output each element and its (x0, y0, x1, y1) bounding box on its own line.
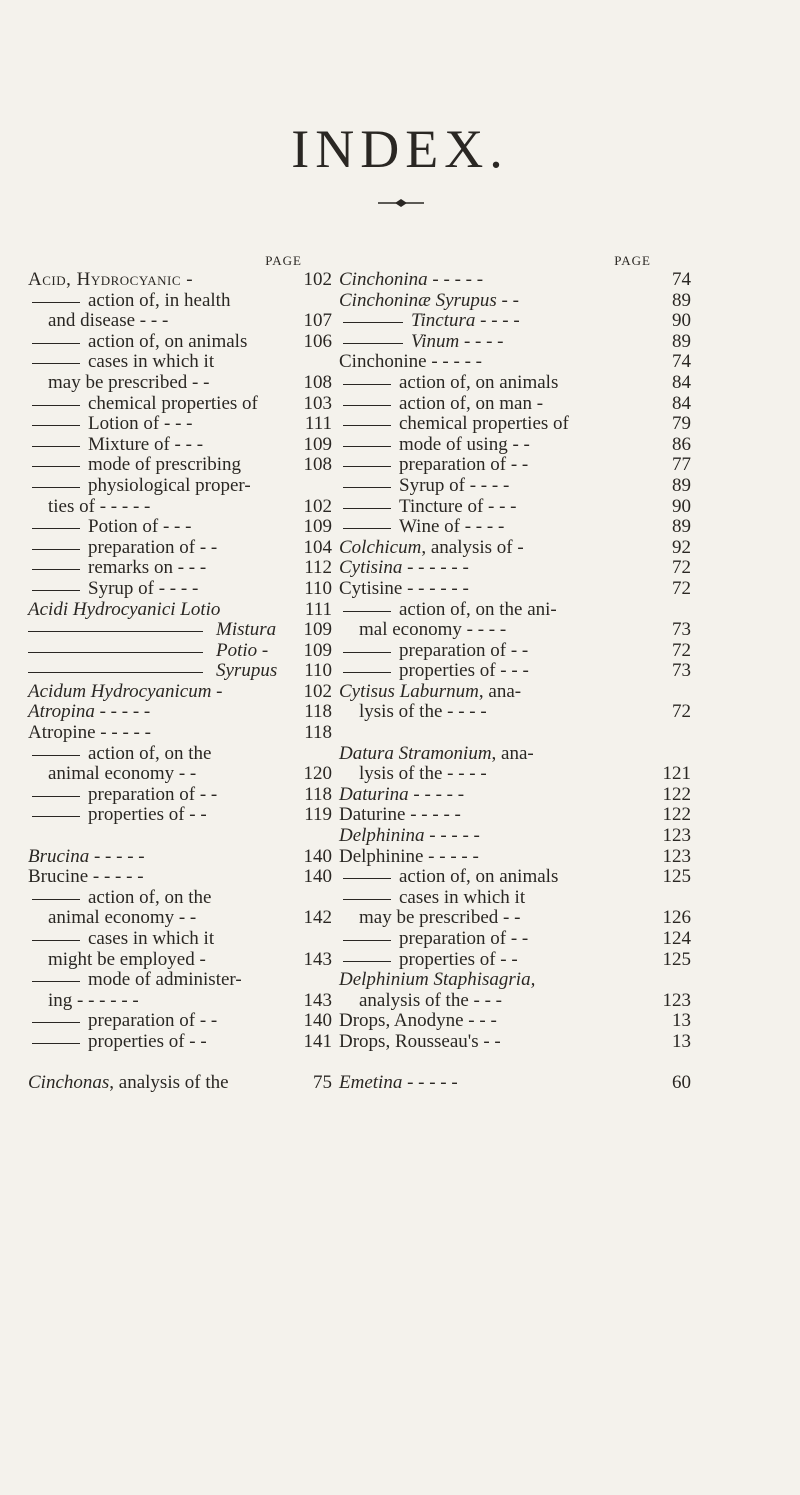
entry-page-number: 102 (303, 269, 332, 290)
entry-text: Delphinium Staphisagria, (339, 969, 536, 991)
index-entry (28, 867, 332, 888)
entry-page-number: 102 (303, 495, 332, 517)
entry-page-number: 72 (672, 701, 691, 723)
entry-page-number: 125 (662, 948, 691, 970)
index-entry (339, 311, 691, 332)
entry-text: Colchicum, analysis of - (339, 536, 524, 558)
column-header-page: PAGE (265, 253, 302, 268)
entry-text: Acid, Hydrocyanic - (28, 269, 194, 290)
index-entry (28, 600, 332, 621)
entry-text: properties of - - (88, 1030, 207, 1052)
entry-text: Cinchonina - - - - - (339, 269, 484, 290)
index-entry (28, 929, 332, 950)
entry-page-number: 141 (303, 1030, 332, 1052)
index-entry (28, 517, 332, 538)
entry-page-number: 122 (662, 804, 691, 826)
entry-text: analysis of the - - - (359, 989, 502, 1011)
entry-text: properties of - - - (399, 660, 529, 682)
entry-page-number: 77 (672, 454, 691, 476)
entry-page-number: 143 (303, 989, 332, 1011)
entry-page-number: 84 (672, 392, 691, 414)
ditto-rule (343, 672, 391, 673)
entry-page-number: 60 (672, 1072, 691, 1094)
entry-text: Potion of - - - (88, 516, 192, 538)
ditto-rule (32, 549, 80, 550)
entry-text: mode of using - - (399, 433, 530, 455)
index-entry (339, 497, 691, 518)
entry-page-number: 108 (303, 454, 332, 476)
index-entry (339, 970, 691, 991)
entry-text: may be prescribed - - (48, 371, 210, 393)
index-entry (339, 661, 691, 682)
entry-page-number: 72 (672, 557, 691, 579)
entry-text: animal economy - - (48, 763, 197, 785)
entry-page-number: 112 (304, 557, 332, 579)
index-entry (339, 414, 691, 435)
column-header-page: PAGE (614, 253, 651, 268)
index-entry (28, 476, 332, 497)
entry-gap (28, 826, 332, 847)
entry-page-number: 103 (303, 392, 332, 414)
index-entry (28, 538, 332, 559)
index-entry (28, 847, 332, 868)
entry-text: action of, on the (88, 742, 212, 764)
entry-text: lysis of the - - - - (359, 701, 487, 723)
ditto-rule (32, 528, 80, 529)
ditto-rule (28, 672, 203, 673)
entry-text: chemical properties of (88, 392, 258, 414)
index-entry (28, 888, 332, 909)
ditto-rule (32, 816, 80, 817)
index-entry (28, 455, 332, 476)
entry-text: preparation of - - (399, 454, 529, 476)
index-entry (339, 1032, 691, 1053)
index-entry (339, 476, 691, 497)
index-entry (339, 929, 691, 950)
entry-text: mal economy - - - - (359, 619, 507, 641)
entry-text: lysis of the - - - - (359, 763, 487, 785)
index-entry (28, 373, 332, 394)
index-entry (28, 332, 332, 353)
ditto-rule (32, 1022, 80, 1023)
index-entry (28, 558, 332, 579)
entry-page-number: 111 (304, 413, 332, 435)
index-entry (339, 950, 691, 971)
ditto-rule (32, 487, 80, 488)
ditto-rule (32, 466, 80, 467)
ditto-rule (32, 425, 80, 426)
entry-text: Drops, Anodyne - - - (339, 1010, 497, 1032)
entry-text: ing - - - - - - (48, 989, 139, 1011)
ditto-rule (32, 343, 80, 344)
index-entry (339, 888, 691, 909)
ditto-rule (32, 796, 80, 797)
entry-text: Tinctura - - - - (411, 310, 520, 332)
entry-page-number: 73 (672, 660, 691, 682)
entry-page-number: 140 (303, 1010, 332, 1032)
index-entry (339, 1011, 691, 1032)
entry-page-number: 106 (303, 330, 332, 352)
entry-page-number: 123 (662, 845, 691, 867)
index-entry (339, 847, 691, 868)
entry-text: Cytisine - - - - - - (339, 577, 469, 599)
index-entry (28, 291, 332, 312)
entry-gap (339, 1053, 691, 1074)
index-entry (28, 1032, 332, 1053)
entry-text: action of, on man - (399, 392, 544, 414)
ditto-rule (343, 425, 391, 426)
entry-page-number: 124 (662, 928, 691, 949)
entry-text: Daturina - - - - - (339, 783, 465, 805)
entry-text: Cinchonine - - - - - (339, 351, 482, 373)
entry-text: Mixture of - - - (88, 433, 204, 455)
index-entry (28, 682, 332, 703)
entry-text: Drops, Rousseau's - - (339, 1030, 501, 1052)
entry-text: Atropina - - - - - (28, 701, 151, 723)
index-entry (28, 970, 332, 991)
entry-page-number: 104 (303, 536, 332, 558)
index-entry (28, 579, 332, 600)
entry-page-number: 142 (303, 907, 332, 929)
entry-page-number: 118 (304, 783, 332, 805)
entry-page-number: 143 (303, 948, 332, 970)
ditto-rule (32, 446, 80, 447)
index-entry (28, 311, 332, 332)
entry-text: action of, on the ani- (399, 598, 557, 620)
index-entry (28, 723, 332, 744)
entry-text: action of, on animals (399, 371, 559, 393)
entry-text: may be prescribed - - (359, 907, 521, 929)
entry-page-number: 121 (662, 763, 691, 785)
index-entry (28, 435, 332, 456)
index-entry (339, 538, 691, 559)
index-entry (339, 785, 691, 806)
index-entry (339, 332, 691, 353)
ditto-rule (343, 899, 391, 900)
index-entry (339, 270, 691, 291)
entry-page-number: 122 (662, 783, 691, 805)
entry-text: chemical properties of (399, 413, 569, 435)
ditto-rule (32, 1043, 80, 1044)
index-entry (339, 702, 691, 723)
entry-page-number: 72 (672, 639, 691, 661)
entry-page-number: 109 (303, 516, 332, 538)
index-entry (339, 373, 691, 394)
entry-text: Potio - (216, 639, 269, 661)
index-entry (28, 908, 332, 929)
entry-text: mode of administer- (88, 969, 242, 991)
index-entry (28, 352, 332, 373)
entry-text: properties of - - (399, 948, 518, 970)
index-entry (339, 1073, 691, 1094)
ditto-rule (343, 652, 391, 653)
entry-text: Acidi Hydrocyanici Lotio (28, 598, 221, 620)
ditto-rule (343, 878, 391, 879)
entry-page-number: 140 (303, 845, 332, 867)
index-entry (28, 497, 332, 518)
index-entry (339, 435, 691, 456)
index-entry (339, 620, 691, 641)
ditto-rule (32, 755, 80, 756)
entry-text: Mistura (216, 619, 277, 641)
entry-page-number: 123 (662, 825, 691, 847)
entry-text: action of, in health (88, 289, 231, 311)
index-entry (339, 764, 691, 785)
ditto-rule (32, 569, 80, 570)
entry-text: preparation of - - (399, 639, 529, 661)
index-entry (28, 394, 332, 415)
entry-page-number: 108 (303, 371, 332, 393)
entry-page-number: 13 (672, 1030, 691, 1052)
index-entry (339, 517, 691, 538)
entry-text: cases in which it (88, 351, 215, 373)
entry-gap (339, 723, 691, 744)
entry-page-number: 92 (672, 536, 691, 558)
entry-page-number: 73 (672, 619, 691, 641)
ditto-rule (32, 940, 80, 941)
entry-text: Datura Stramonium, ana- (339, 742, 534, 764)
entry-text: Cytisina - - - - - - (339, 557, 469, 579)
entry-page-number: 119 (304, 804, 332, 826)
entry-text: Syrupus (216, 660, 278, 682)
entry-text: Vinum - - - - (411, 330, 504, 352)
entry-page-number: 126 (662, 907, 691, 929)
index-entry (28, 270, 332, 291)
index-entry (28, 764, 332, 785)
page-title: INDEX. (291, 119, 509, 179)
ditto-rule (343, 508, 391, 509)
index-entry (339, 744, 691, 765)
index-entry (339, 352, 691, 373)
entry-text: Delphinine - - - - - (339, 845, 479, 867)
entry-page-number: 125 (662, 866, 691, 888)
index-entry (339, 579, 691, 600)
entry-page-number: 89 (672, 474, 691, 496)
index-entry (339, 455, 691, 476)
entry-page-number: 109 (303, 619, 332, 641)
entry-page-number: 118 (304, 701, 332, 723)
entry-text: Tincture of - - - (399, 495, 517, 517)
entry-page-number: 111 (304, 598, 332, 620)
index-entry (339, 558, 691, 579)
index-entry (339, 291, 691, 312)
ditto-rule (343, 446, 391, 447)
entry-text: preparation of - - (88, 536, 218, 558)
entry-text: Cinchoninæ Syrupus - - (339, 289, 519, 311)
entry-text: Wine of - - - - (399, 516, 505, 538)
index-entry (28, 702, 332, 723)
ditto-rule (28, 631, 203, 632)
entry-page-number: 13 (672, 1010, 691, 1032)
entry-page-number: 109 (303, 433, 332, 455)
index-entry (339, 600, 691, 621)
ditto-rule (343, 487, 391, 488)
entry-text: preparation of - - (399, 928, 529, 949)
entry-text: Acidum Hydrocyanicum - (28, 680, 223, 702)
entry-text: Brucine - - - - - (28, 866, 144, 888)
entry-text: Cytisus Laburnum, ana- (339, 680, 522, 702)
index-entry (28, 1073, 332, 1094)
entry-page-number: 90 (672, 310, 691, 332)
entry-text: animal economy - - (48, 907, 197, 929)
entry-text: preparation of - - (88, 1010, 218, 1032)
entry-text: Delphinina - - - - - (339, 825, 480, 847)
ditto-rule (32, 899, 80, 900)
ditto-rule (32, 363, 80, 364)
index-entry (28, 414, 332, 435)
entry-page-number: 74 (672, 269, 691, 290)
entry-text: Emetina - - - - - (339, 1072, 458, 1094)
entry-page-number: 110 (304, 660, 332, 682)
index-entry (28, 744, 332, 765)
entry-text: and disease - - - (48, 310, 169, 332)
entry-page-number: 109 (303, 639, 332, 661)
index-entry (28, 620, 332, 641)
index-column-right (339, 252, 691, 1094)
index-entry (339, 908, 691, 929)
ditto-rule (343, 405, 391, 406)
index-entry (339, 805, 691, 826)
index-entry (28, 991, 332, 1012)
entry-text: physiological proper- (88, 474, 251, 496)
entry-gap (28, 1053, 332, 1074)
entry-text: action of, on animals (399, 866, 559, 888)
index-entry (28, 1011, 332, 1032)
index-entry (339, 826, 691, 847)
entry-page-number: 86 (672, 433, 691, 455)
index-column-left (28, 252, 332, 1094)
ditto-rule (32, 590, 80, 591)
entry-text: cases in which it (88, 928, 215, 949)
entry-text: Lotion of - - - (88, 413, 193, 435)
entry-text: mode of prescribing (88, 454, 242, 476)
index-entry (28, 661, 332, 682)
entry-text: cases in which it (399, 886, 526, 908)
entry-page-number: 107 (303, 310, 332, 332)
entry-text: properties of - - (88, 804, 207, 826)
entry-text: Daturine - - - - - (339, 804, 461, 826)
index-entry (339, 394, 691, 415)
ditto-rule (343, 384, 391, 385)
entry-page-number: 110 (304, 577, 332, 599)
index-entry (339, 991, 691, 1012)
ditto-rule (343, 940, 391, 941)
index-entry (339, 867, 691, 888)
entry-page-number: 90 (672, 495, 691, 517)
ditto-rule (32, 302, 80, 303)
entry-text: ties of - - - - - (48, 495, 151, 517)
entry-page-number: 89 (672, 330, 691, 352)
entry-text: might be employed - (48, 948, 206, 970)
entry-text: Syrup of - - - - (88, 577, 199, 599)
ditto-rule (343, 961, 391, 962)
entry-text: Syrup of - - - - (399, 474, 510, 496)
ditto-rule (343, 343, 403, 344)
entry-list (28, 270, 332, 1094)
index-entry (28, 805, 332, 826)
ditto-rule (28, 652, 203, 653)
ditto-rule (343, 528, 391, 529)
entry-text: remarks on - - - (88, 557, 207, 579)
ditto-rule (343, 322, 403, 323)
entry-text: Brucina - - - - - (28, 845, 145, 867)
entry-page-number: 123 (662, 989, 691, 1011)
entry-page-number: 72 (672, 577, 691, 599)
entry-page-number: 79 (672, 413, 691, 435)
index-entry (28, 785, 332, 806)
entry-page-number: 84 (672, 371, 691, 393)
entry-list (339, 270, 691, 1094)
entry-page-number: 120 (303, 763, 332, 785)
entry-page-number: 89 (672, 289, 691, 311)
entry-text: Cinchonas, analysis of the (28, 1072, 229, 1094)
entry-page-number: 140 (303, 866, 332, 888)
entry-text: action of, on the (88, 886, 212, 908)
entry-page-number: 75 (313, 1072, 332, 1094)
entry-page-number: 118 (304, 722, 332, 744)
entry-page-number: 89 (672, 516, 691, 538)
entry-text: Atropine - - - - - (28, 722, 151, 744)
entry-page-number: 102 (303, 680, 332, 702)
ornament-divider-icon (376, 198, 426, 208)
entry-text: preparation of - - (88, 783, 218, 805)
index-entry (28, 950, 332, 971)
index-entry (28, 641, 332, 662)
index-entry (339, 682, 691, 703)
entry-page-number: 74 (672, 351, 691, 373)
ditto-rule (32, 981, 80, 982)
ditto-rule (32, 405, 80, 406)
ditto-rule (343, 466, 391, 467)
index-entry (339, 641, 691, 662)
entry-text: action of, on animals (88, 330, 248, 352)
ditto-rule (343, 611, 391, 612)
